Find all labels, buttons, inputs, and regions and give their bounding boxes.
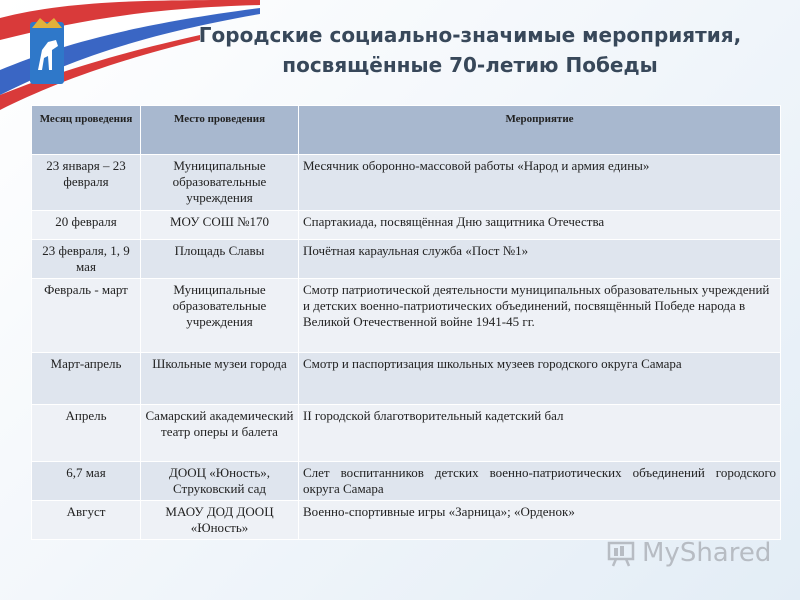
cell-place: Муниципальные образовательные учреждения (141, 155, 299, 211)
cell-place: МАОУ ДОД ДООЦ «Юность» (141, 501, 299, 540)
table-row (32, 462, 781, 501)
cell-place: Площадь Славы (141, 240, 299, 279)
title-line-1: Городские социально-значимые мероприятия, (198, 23, 742, 47)
table-row (32, 501, 781, 540)
cell-month: Февраль - март (32, 279, 141, 353)
cell-event: Почётная караульная служба «Пост №1» (299, 240, 781, 279)
cell-month: 23 января – 23 февраля (32, 155, 141, 211)
table-row (32, 353, 781, 405)
cell-event: Слет воспитанников детских военно-патриотических объединений городского округа Самара (299, 462, 781, 501)
table-row (32, 240, 781, 279)
table-row (32, 405, 781, 462)
cell-place: Самарский академический театр оперы и балета (141, 405, 299, 462)
cell-month: 20 февраля (32, 211, 141, 240)
myshared-watermark (606, 538, 771, 568)
cell-place: ДООЦ «Юность», Струковский сад (141, 462, 299, 501)
watermark-text: MyShared (642, 538, 772, 568)
cell-month: Август (32, 501, 141, 540)
header-event: Мероприятие (299, 106, 781, 155)
cell-place: Муниципальные образовательные учреждения (141, 279, 299, 353)
cell-month: Апрель (32, 405, 141, 462)
header-place: Место проведения (141, 106, 299, 155)
cell-event: Смотр патриотической деятельности муниципальных образовательных учреждений и детских военно-патриотических объединений, посвящённый Победе народа в Великой Отечественной войне 1941-45 гг. (299, 279, 781, 353)
cell-event: Военно-спортивные игры «Зарница»; «Орденок» (299, 501, 781, 540)
cell-month: Март-апрель (32, 353, 141, 405)
title-line-2: посвящённые 70-летию Победы (282, 53, 658, 77)
cell-event: Спартакиада, посвящённая Дню защитника Отечества (299, 211, 781, 240)
cell-place: Школьные музеи города (141, 353, 299, 405)
table-row (32, 155, 781, 211)
cell-month: 23 февраля, 1, 9 мая (32, 240, 141, 279)
cell-event: II городской благотворительный кадетский бал (299, 405, 781, 462)
header-month: Месяц проведения (32, 106, 141, 155)
samara-coat-of-arms-icon (30, 18, 64, 84)
events-table (31, 105, 781, 540)
cell-month: 6,7 мая (32, 462, 141, 501)
cell-event: Месячник оборонно-массовой работы «Народ и армия едины» (299, 155, 781, 211)
table-row (32, 279, 781, 353)
presentation-board-icon (606, 538, 636, 568)
table-header-row (32, 106, 781, 155)
table-row (32, 211, 781, 240)
cell-event: Смотр и паспортизация школьных музеев городского округа Самара (299, 353, 781, 405)
page-title (150, 20, 790, 80)
cell-place: МОУ СОШ №170 (141, 211, 299, 240)
